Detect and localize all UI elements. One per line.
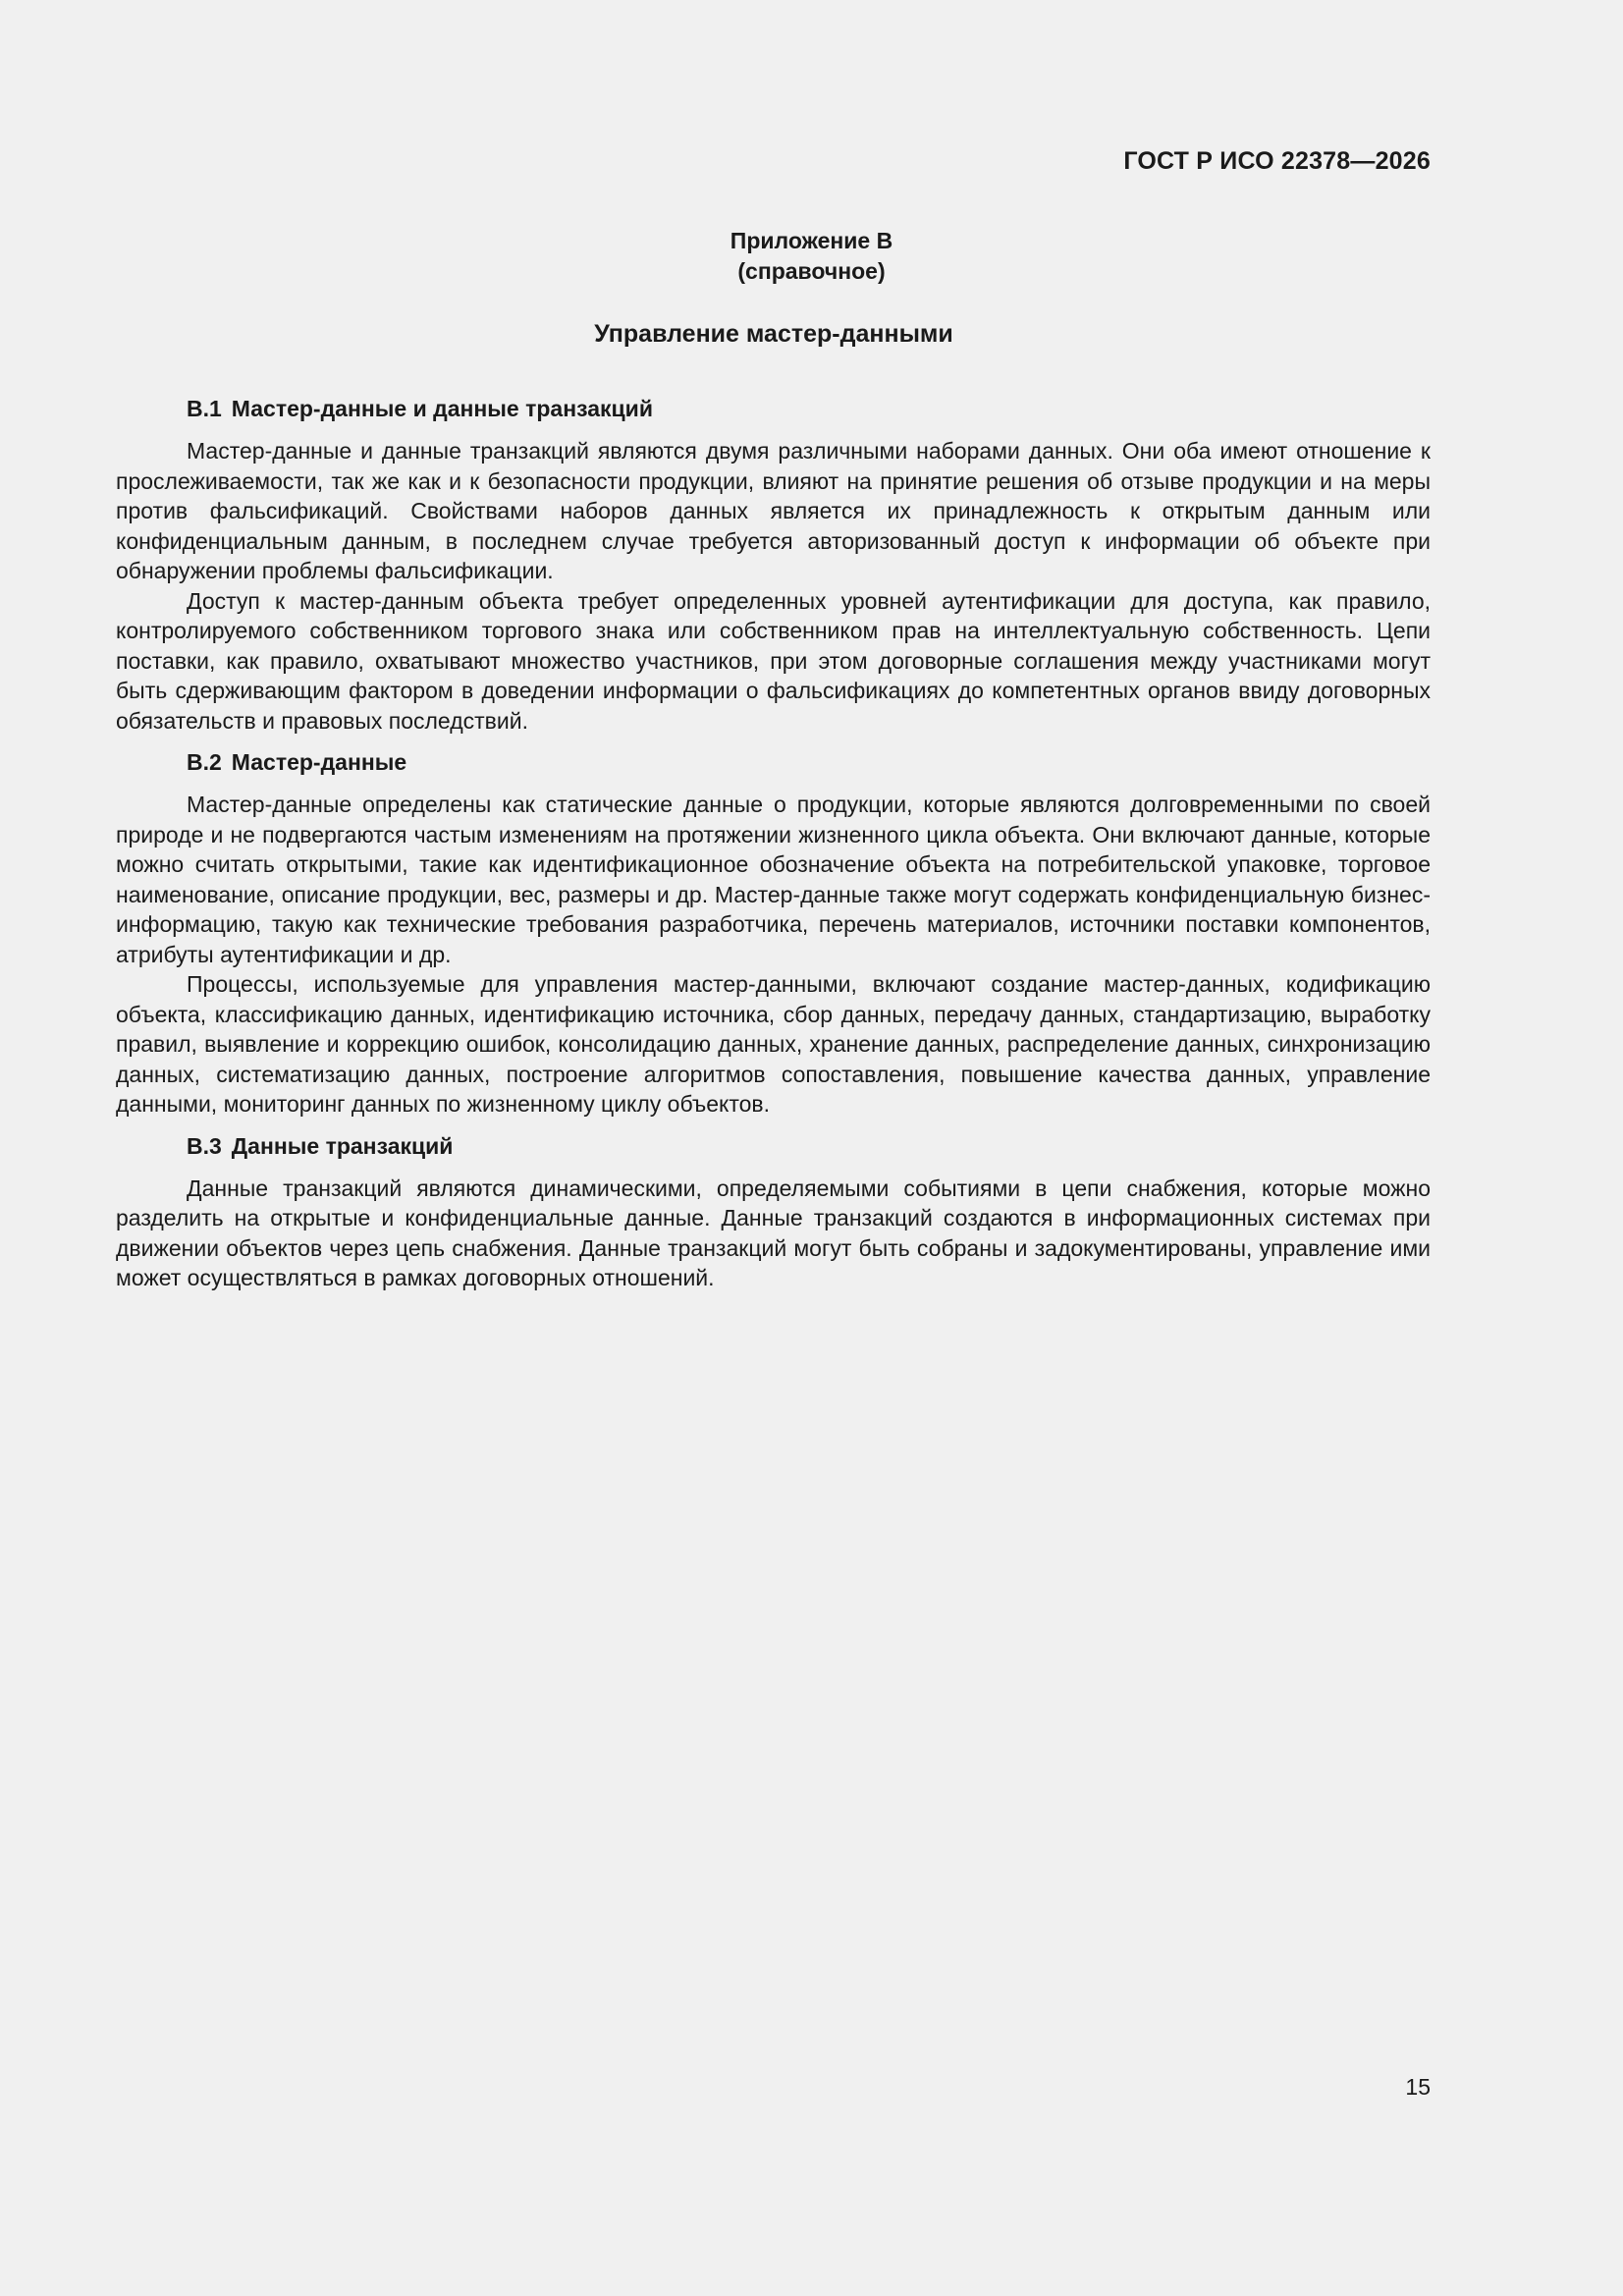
document-body — [116, 394, 1431, 1293]
section-heading — [116, 394, 1431, 423]
section-heading — [116, 1131, 1431, 1161]
section-title: Мастер-данные и данные транзакций — [231, 396, 653, 421]
section-b1 — [116, 394, 1431, 736]
section-title: Мастер-данные — [231, 749, 407, 775]
annex-title: Приложение В — [730, 228, 893, 253]
section-b2 — [116, 747, 1431, 1120]
section-heading — [116, 747, 1431, 777]
section-b3 — [116, 1131, 1431, 1293]
section-number: В.2 — [187, 749, 222, 775]
document-code: ГОСТ Р ИСО 22378—2026 — [1123, 147, 1431, 175]
paragraph: Процессы, используемые для управления мастер-данными, включают создание мастер-данных, кодификацию объекта, классификацию данных, идентификацию источника, сбор данных, передачу данных, стандартизацию, выработку правил, выявление и коррекцию ошибок, консолидацию данных, хранение данных, распределение данных, синхронизацию данных, систематизацию данных, построение алгоритмов сопоставления, повышение качества данных, управление данными, мониторинг данных по жизненному циклу объектов. — [116, 971, 1431, 1117]
page-number: 15 — [1405, 2074, 1431, 2100]
annex-type: (справочное) — [737, 258, 886, 284]
paragraph: Мастер-данные и данные транзакций являются двумя различными наборами данных. Они оба имеют отношение к прослеживаемости, так же как и к безопасности продукции, влияют на принятие решения об отзыве продукции и на меры против фальсификаций. Свойствами наборов данных является их принадлежность к открытым данным или конфиденциальным данным, в последнем случае требуется авторизованный доступ к информации об объекте при обнаружении проблемы фальсификации. — [116, 438, 1431, 583]
section-number: В.3 — [187, 1132, 222, 1159]
paragraph: Доступ к мастер-данным объекта требует определенных уровней аутентификации для доступа, как правило, контролируемого собственником торгового знака или собственником прав на интеллектуальную собственность. Цепи поставки, как правило, охватывают множество участников, при этом договорные соглашения между участниками могут быть сдерживающим фактором в доведении информации о фальсификациях до компетентных органов ввиду договорных обязательств и правовых последствий. — [116, 587, 1431, 734]
paragraph: Данные транзакций являются динамическими, определяемыми событиями в цепи снабжения, которые можно разделить на открытые и конфиденциальные данные. Данные транзакций создаются в информационных системах при движении объектов через цепь снабжения. Данные транзакций могут быть собраны и задокументированы, управление ими может осуществляться в рамках договорных отношений. — [116, 1175, 1431, 1290]
paragraph: Мастер-данные определены как статические данные о продукции, которые являются долговременными по своей природе и не подвергаются частым изменениям на протяжении жизненного цикла объекта. Они включают данные, которые можно считать открытыми, такие как идентификационное обозначение объекта на потребительской упаковке, торговое наименование, описание продукции, вес, размеры и др. Мастер-данные также могут содержать конфиденциальную бизнес-информацию, такую как технические требования разработчика, перечень материалов, источники поставки компонентов, атрибуты аутентификации и др. — [116, 792, 1431, 967]
section-title: Данные транзакций — [231, 1132, 454, 1159]
section-number: В.1 — [187, 396, 222, 421]
annex-name: Управление мастер-данными — [594, 320, 953, 348]
